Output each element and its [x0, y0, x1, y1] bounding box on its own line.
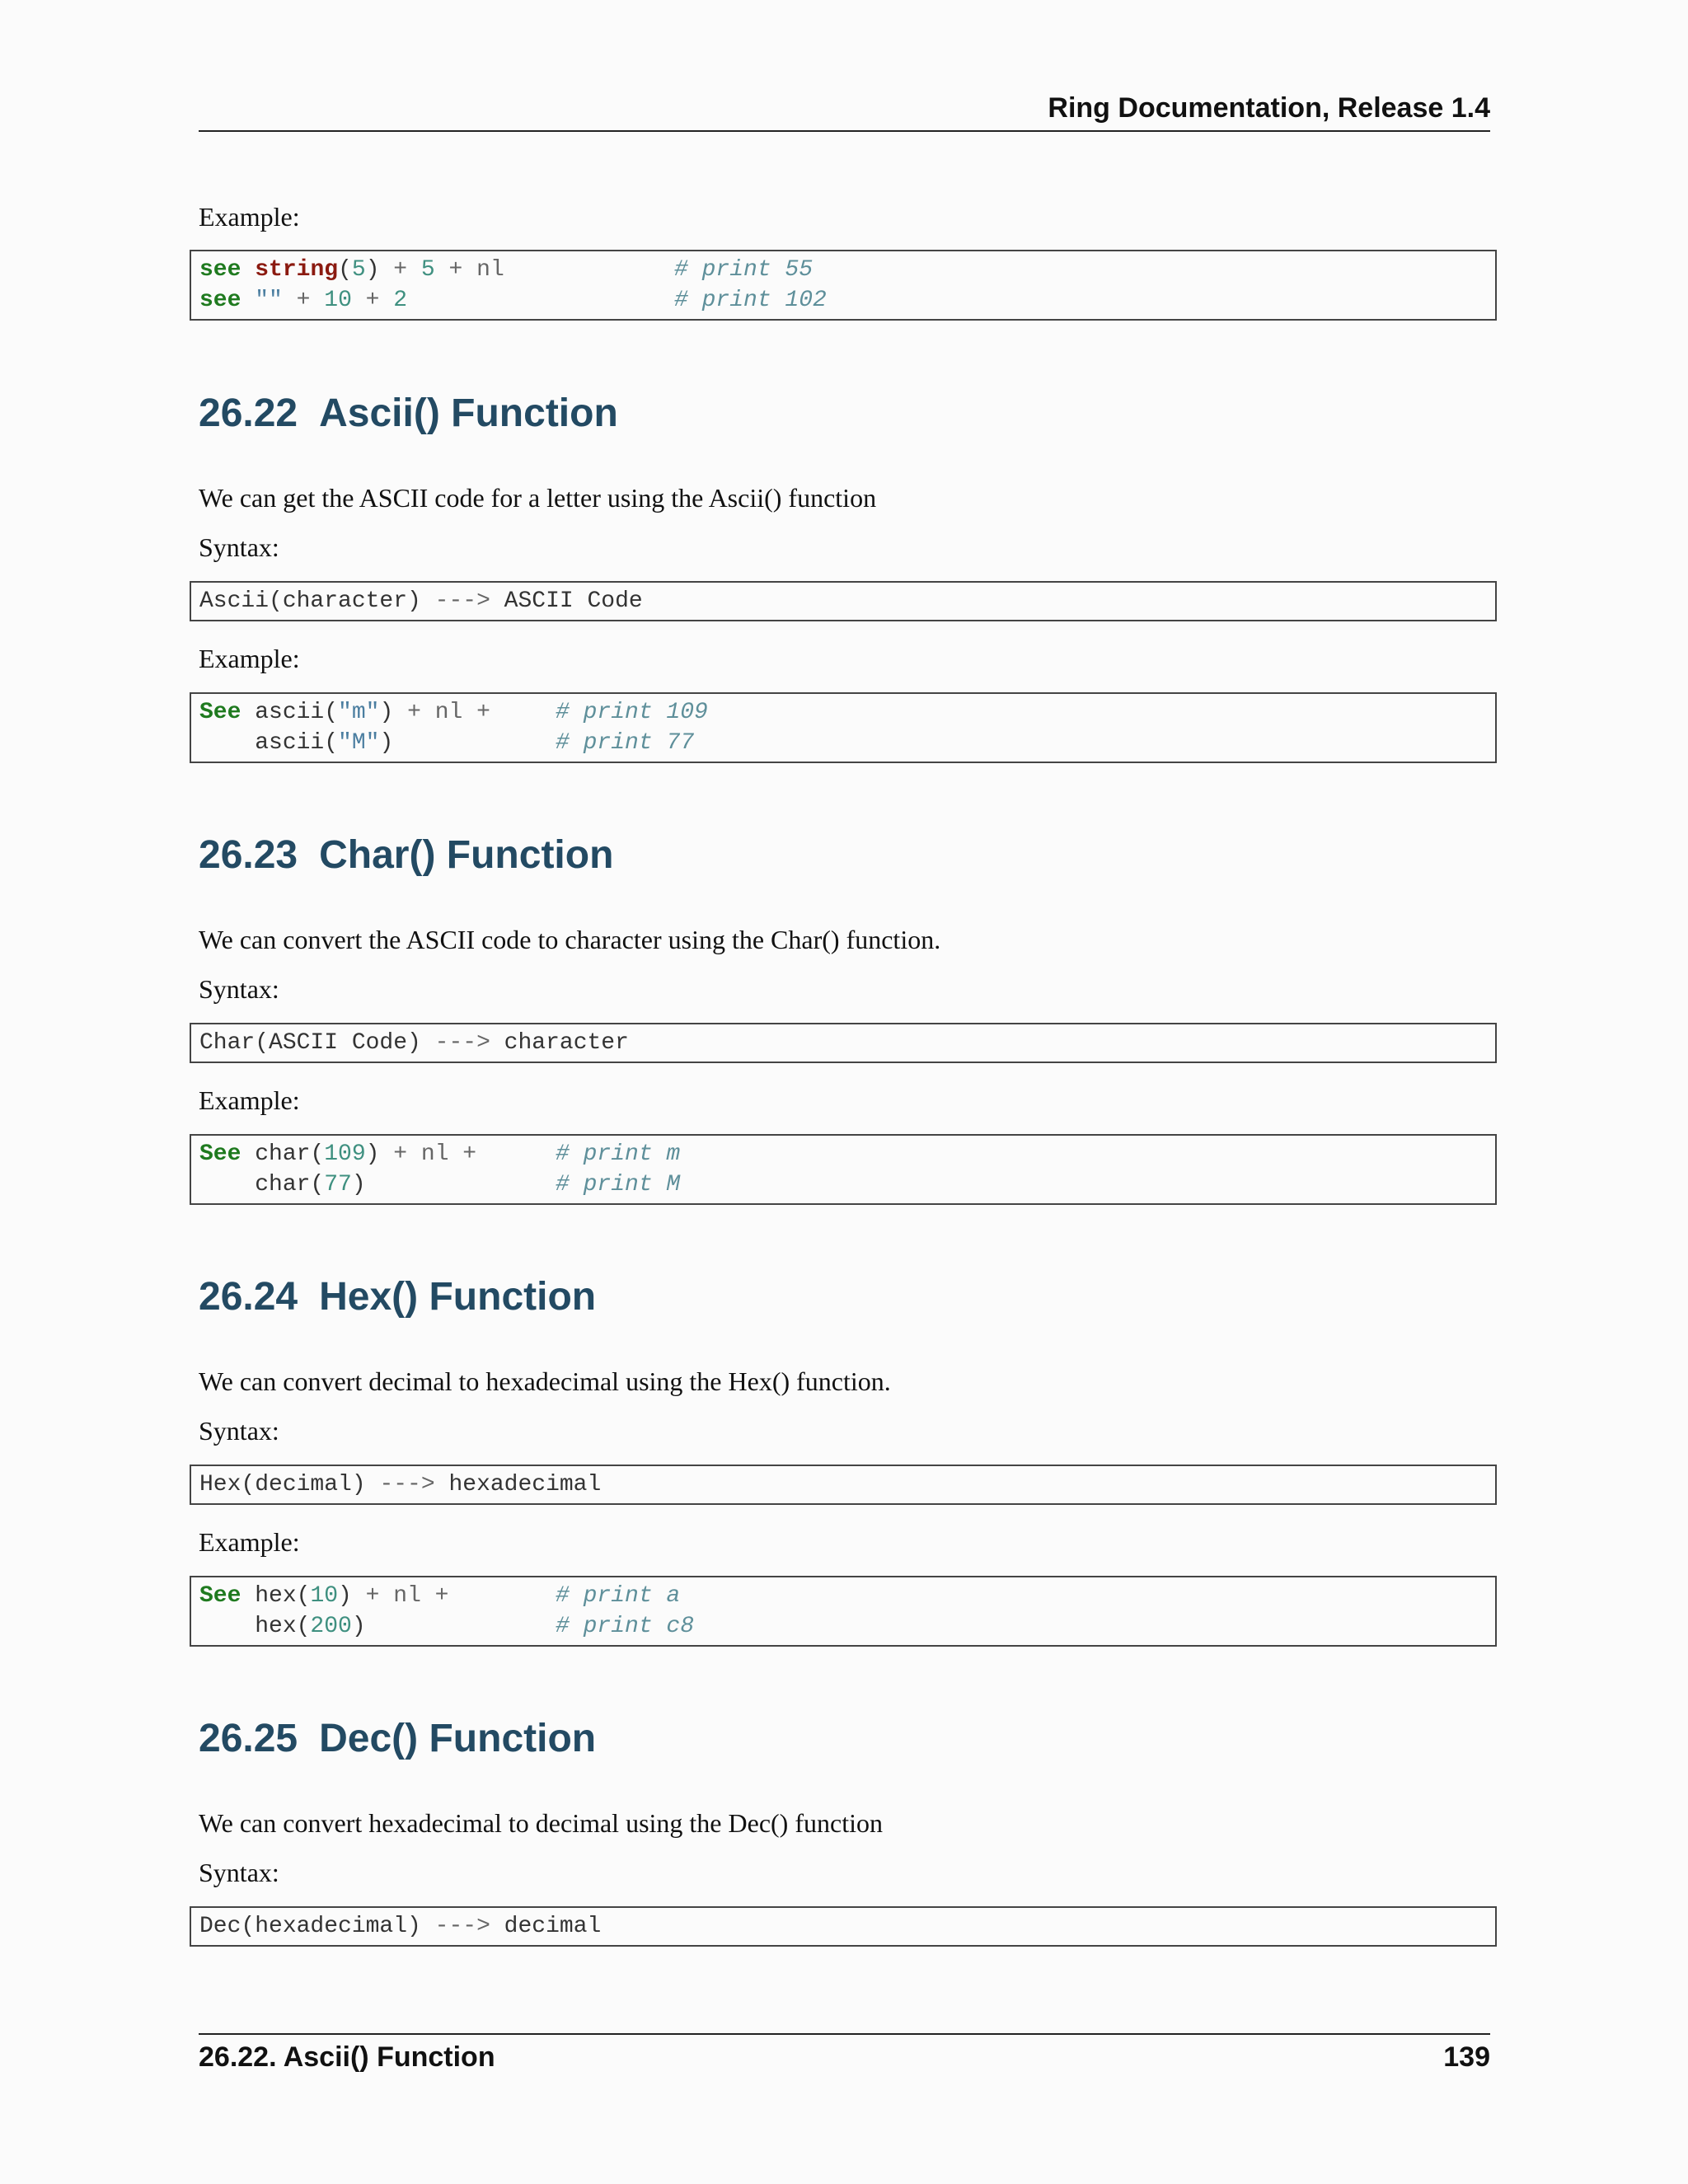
syntax-label: Syntax: [199, 974, 279, 1004]
code-comment: # print 102 [674, 288, 827, 313]
code-block-char [190, 1134, 1497, 1205]
syntax-block-dec [190, 1906, 1497, 1947]
code-line: Dec(hexadecimal) ---> decimal [199, 1914, 602, 1939]
code-line: ascii("M") # print 77 [199, 728, 1487, 758]
code-comment: # print 109 [556, 700, 708, 725]
header-divider [199, 130, 1490, 132]
syntax-label: Syntax: [199, 1858, 279, 1887]
code-line: Hex(decimal) ---> hexadecimal [199, 1472, 602, 1497]
example-label: Example: [199, 1085, 300, 1115]
section-description: We can get the ASCII code for a letter using the Ascii() function [199, 483, 877, 513]
footer-divider [199, 2033, 1490, 2035]
code-comment: # print m [556, 1141, 681, 1167]
code-line: see string(5) + 5 + nl # print 55 [199, 255, 1487, 285]
code-comment: # print M [556, 1172, 681, 1197]
section-description: We can convert hexadecimal to decimal using the Dec() function [199, 1808, 883, 1838]
footer-section-title: 26.22. Ascii() Function [199, 2041, 495, 2073]
code-comment: # print 55 [674, 257, 814, 283]
code-line: char(77) # print M [199, 1169, 1487, 1200]
code-comment: # print a [556, 1583, 681, 1609]
code-comment: # print c8 [556, 1614, 695, 1639]
code-line: See char(109) + nl + # print m [199, 1139, 1487, 1169]
syntax-label: Syntax: [199, 532, 279, 562]
code-line: Char(ASCII Code) ---> character [199, 1030, 629, 1056]
page-number: 139 [1443, 2041, 1490, 2073]
code-block-string [190, 250, 1497, 321]
syntax-block-ascii [190, 581, 1497, 621]
code-line: Ascii(character) ---> ASCII Code [199, 588, 643, 614]
section-description: We can convert decimal to hexadecimal using the Hex() function. [199, 1366, 891, 1396]
code-comment: # print 77 [556, 730, 695, 756]
code-block-ascii [190, 692, 1497, 763]
code-line: see "" + 10 + 2 # print 102 [199, 285, 1487, 316]
running-header: Ring Documentation, Release 1.4 [1048, 92, 1490, 124]
example-label: Example: [199, 1527, 300, 1557]
section-heading-dec: 26.25 Dec() Function [199, 1717, 597, 1760]
example-label: Example: [199, 202, 300, 232]
syntax-block-char [190, 1023, 1497, 1063]
code-block-hex [190, 1576, 1497, 1647]
syntax-block-hex [190, 1465, 1497, 1505]
syntax-label: Syntax: [199, 1416, 279, 1446]
section-description: We can convert the ASCII code to character using the Char() function. [199, 925, 941, 954]
code-line: hex(200) # print c8 [199, 1611, 1487, 1642]
code-line: See hex(10) + nl + # print a [199, 1581, 1487, 1611]
example-label: Example: [199, 644, 300, 673]
section-heading-ascii: 26.22 Ascii() Function [199, 391, 618, 435]
code-line: See ascii("m") + nl + # print 109 [199, 697, 1487, 728]
section-heading-hex: 26.24 Hex() Function [199, 1275, 597, 1319]
section-heading-char: 26.23 Char() Function [199, 833, 614, 877]
